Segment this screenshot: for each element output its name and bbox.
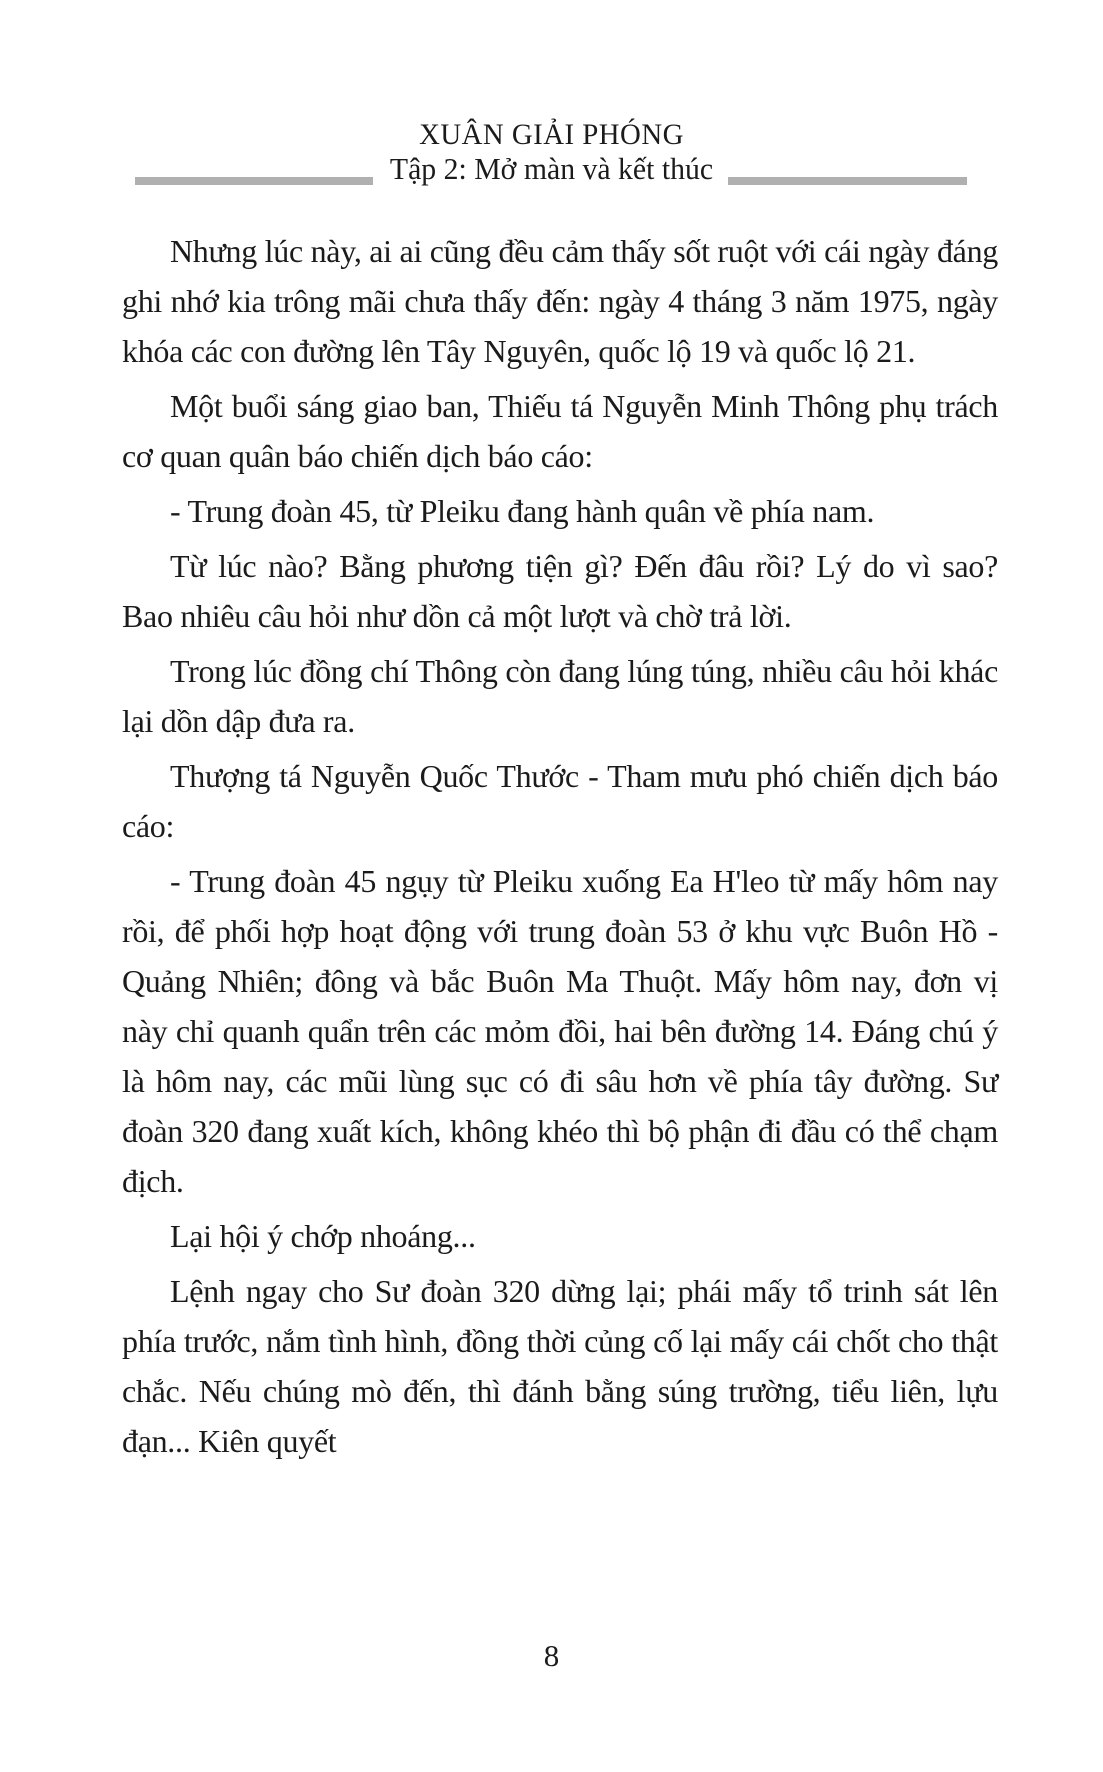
body-text <box>122 226 998 1471</box>
paragraph: Nhưng lúc này, ai ai cũng đều cảm thấy sốt ruột với cái ngày đáng ghi nhớ kia trông mãi chưa thấy đến: ngày 4 tháng 3 năm 1975, ngày khóa các con đường lên Tây Nguyên, quốc lộ 19 và quốc lộ 21. <box>122 233 998 369</box>
page-number: 8 <box>543 1638 560 1673</box>
paragraph: - Trung đoàn 45, từ Pleiku đang hành quân về phía nam. <box>170 493 875 529</box>
paragraph: Một buổi sáng giao ban, Thiếu tá Nguyễn Minh Thông phụ trách cơ quan quân báo chiến dịch báo cáo: <box>122 388 998 474</box>
volume-subtitle: Tập 2: Mở màn và kết thúc <box>389 150 714 186</box>
header-rule-right <box>728 177 967 185</box>
paragraph: Lại hội ý chớp nhoáng... <box>170 1218 476 1254</box>
paragraph: Từ lúc nào? Bằng phương tiện gì? Đến đâu rồi? Lý do vì sao? Bao nhiêu câu hỏi như dồn cả một lượt và chờ trả lời. <box>122 548 998 634</box>
paragraph: Lệnh ngay cho Sư đoàn 320 dừng lại; phái mấy tổ trinh sát lên phía trước, nắm tình hình, đồng thời củng cố lại mấy cái chốt cho thật chắc. Nếu chúng mò đến, thì đánh bằng súng trường, tiểu liên, lựu đạn... Kiên quyết <box>122 1273 998 1459</box>
book-title: XUÂN GIẢI PHÓNG <box>419 118 684 151</box>
paragraph: - Trung đoàn 45 ngụy từ Pleiku xuống Ea H'leo từ mấy hôm nay rồi, để phối hợp hoạt động với trung đoàn 53 ở khu vực Buôn Hồ - Quảng Nhiên; đông và bắc Buôn Ma Thuột. Mấy hôm nay, đơn vị này chỉ quanh quẩn trên các mỏm đồi, hai bên đường 14. Đáng chú ý là hôm nay, các mũi lùng sục có đi sâu hơn về phía tây đường. Sư đoàn 320 đang xuất kích, không khéo thì bộ phận đi đầu có thể chạm địch. <box>122 863 998 1199</box>
header-rule-left <box>135 177 373 185</box>
paragraph: Thượng tá Nguyễn Quốc Thước - Tham mưu phó chiến dịch báo cáo: <box>122 758 998 844</box>
paragraph: Trong lúc đồng chí Thông còn đang lúng túng, nhiều câu hỏi khác lại dồn dập đưa ra. <box>122 653 998 739</box>
